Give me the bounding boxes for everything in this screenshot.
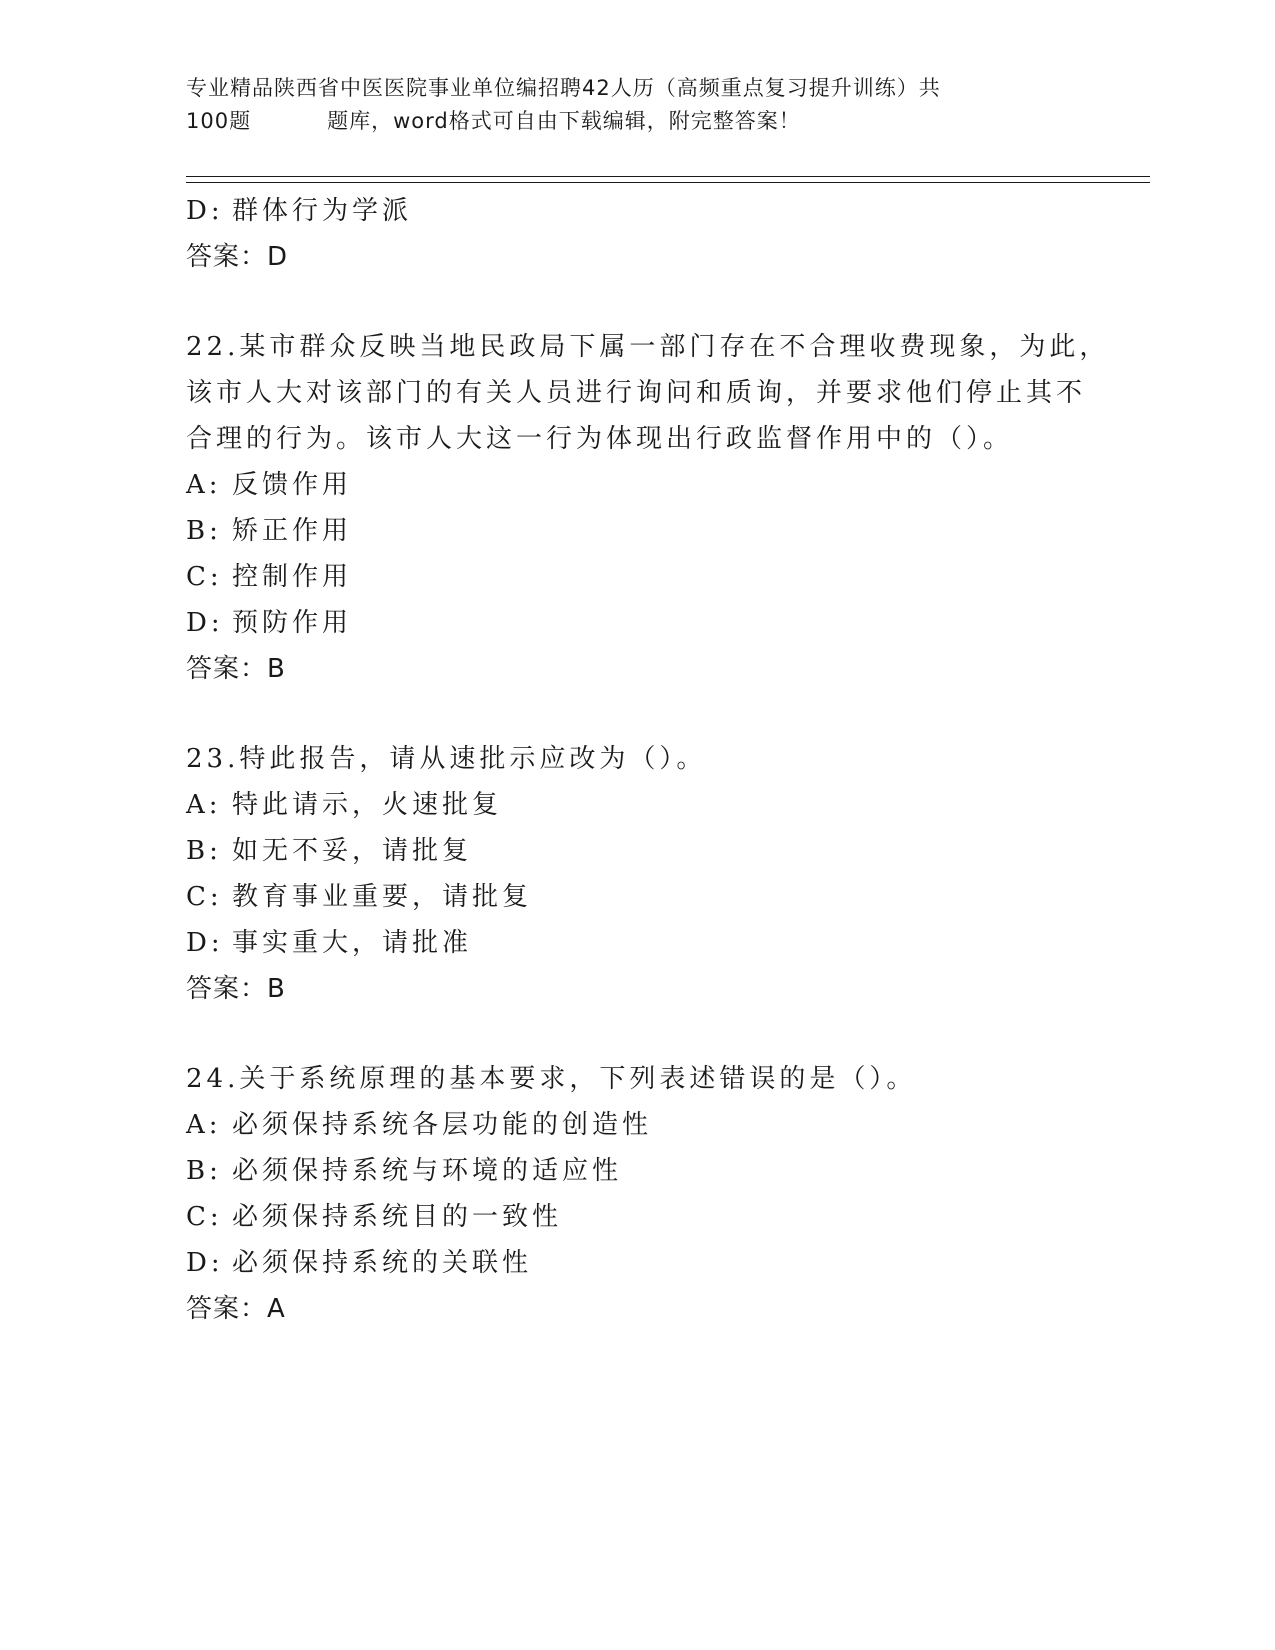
header-question-count: 100题 (186, 109, 252, 133)
option-label: B: (186, 836, 222, 866)
option-label: D: (186, 608, 224, 638)
q22-stem-line-2: 该市人大对该部门的有关人员进行询问和质询，并要求他们停止其不 (186, 378, 1087, 408)
option-label: A: (186, 1110, 222, 1140)
q22-stem-line-1: 22.某市群众反映当地民政局下属一部门存在不合理收费现象，为此， (186, 332, 1110, 362)
document-body (186, 188, 1110, 1332)
option-text: 必须保持系统与环境的适应性 (232, 1156, 623, 1186)
option-text: 控制作用 (232, 562, 353, 592)
option-text: 必须保持系统目的一致性 (232, 1202, 563, 1232)
q24-option-d (186, 1240, 1086, 1286)
option-text: 特此请示，火速批复 (232, 790, 503, 820)
option-label: C: (186, 562, 223, 592)
option-label: D: (186, 196, 224, 226)
option-label: C: (186, 882, 223, 912)
q24-stem-line-1: 24.关于系统原理的基本要求，下列表述错误的是（）。 (186, 1064, 917, 1094)
q23-stem-line-1: 23.特此报告，请从速批示应改为（）。 (186, 744, 707, 774)
q22-option-c (186, 554, 1086, 600)
option-text: 必须保持系统的关联性 (232, 1248, 533, 1278)
prev-answer: 答案：D (186, 242, 289, 272)
header-title-line-2 (186, 105, 1046, 138)
q24-option-c (186, 1194, 1086, 1240)
prev-option-d (186, 188, 1086, 234)
q23-answer: 答案：B (186, 974, 286, 1004)
q22-option-a (186, 462, 1086, 508)
option-text: 预防作用 (232, 608, 353, 638)
option-text: 群体行为学派 (232, 196, 413, 226)
q24-option-b (186, 1148, 1086, 1194)
q23-option-c (186, 874, 1086, 920)
option-label: D: (186, 928, 224, 958)
q22-option-d (186, 600, 1086, 646)
q23-option-d (186, 920, 1086, 966)
header-title-line-1: 专业精品陕西省中医医院事业单位编招聘42人历（高频重点复习提升训练）共 (186, 76, 941, 100)
q22-option-b (186, 508, 1086, 554)
option-text: 如无不妥，请批复 (232, 836, 473, 866)
header-divider-top (186, 176, 1150, 177)
option-label: C: (186, 1202, 223, 1232)
q22-answer: 答案：B (186, 654, 286, 684)
option-text: 事实重大，请批准 (232, 928, 473, 958)
option-text: 矫正作用 (232, 516, 353, 546)
q23-option-b (186, 828, 1086, 874)
page-header (186, 72, 1046, 138)
option-label: A: (186, 470, 222, 500)
option-text: 反馈作用 (232, 470, 353, 500)
option-text: 必须保持系统各层功能的创造性 (232, 1110, 653, 1140)
q24-option-a (186, 1102, 1086, 1148)
header-divider-bottom (186, 182, 1150, 183)
option-label: B: (186, 516, 222, 546)
option-label: A: (186, 790, 222, 820)
header-description: 题库，word格式可自由下载编辑，附完整答案！ (327, 109, 801, 133)
q22-stem-line-3: 合理的行为。该市人大这一行为体现出行政监督作用中的（）。 (186, 424, 1014, 454)
option-label: B: (186, 1156, 222, 1186)
q24-answer: 答案：A (186, 1294, 286, 1324)
option-text: 教育事业重要，请批复 (232, 882, 533, 912)
q23-option-a (186, 782, 1086, 828)
option-label: D: (186, 1248, 224, 1278)
